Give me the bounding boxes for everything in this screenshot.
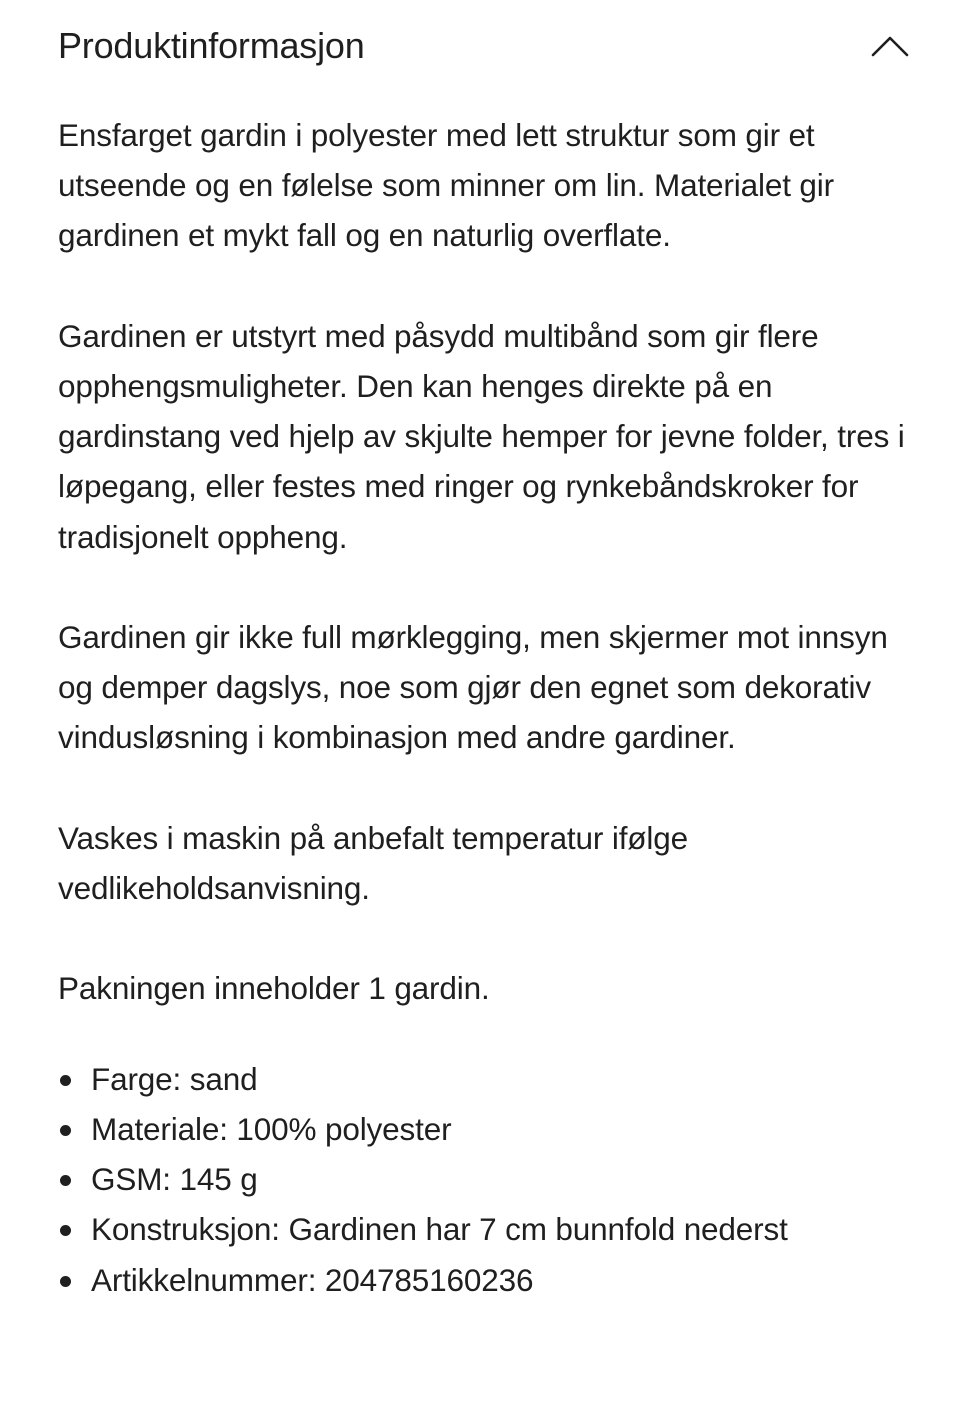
- accordion-header-toggle[interactable]: [0, 0, 960, 92]
- spec-text: Artikkelnummer: 204785160236: [91, 1261, 534, 1298]
- bullet-icon: [60, 1175, 71, 1186]
- spec-list: [58, 1054, 908, 1305]
- spec-item-color: [58, 1054, 908, 1104]
- spec-item-material: [58, 1104, 908, 1154]
- description-paragraph: Vaskes i maskin på anbefalt temperatur ifølge vedlikeholdsanvisning.: [58, 819, 688, 906]
- spec-item-article-number: [58, 1255, 908, 1305]
- description-paragraph: Pakningen inneholder 1 gardin.: [58, 970, 490, 1007]
- bullet-icon: [60, 1075, 71, 1086]
- section-title: Produktinformasjon: [58, 25, 365, 66]
- bullet-icon: [60, 1276, 71, 1287]
- spec-item-gsm: [58, 1154, 908, 1204]
- description-paragraph: Gardinen er utstyrt med påsydd multibånd som gir flere opphengsmuligheter. Den kan henges direkte på en gardinstang ved hjelp av skjulte hemper for jevne folder, tres i løpegang, eller festes med ringer og rynkebåndskroker for tradisjonelt oppheng.: [58, 317, 905, 555]
- spec-text: Farge: sand: [91, 1060, 258, 1097]
- spec-item-construction: [58, 1204, 908, 1254]
- chevron-up-icon[interactable]: [870, 30, 910, 60]
- bullet-icon: [60, 1125, 71, 1136]
- description-paragraph: Gardinen gir ikke full mørklegging, men skjermer mot innsyn og demper dagslys, noe som gjør den egnet som dekorativ vindusløsning i kombinasjon med andre gardiner.: [58, 619, 888, 756]
- accordion-content: [58, 110, 908, 1305]
- spec-text: GSM: 145 g: [91, 1161, 258, 1198]
- description-paragraph: Ensfarget gardin i polyester med lett struktur som gir et utseende og en følelse som minner om lin. Materialet gir gardinen et mykt fall og en naturlig overflate.: [58, 117, 834, 254]
- spec-text: Materiale: 100% polyester: [91, 1110, 452, 1147]
- bullet-icon: [60, 1225, 71, 1236]
- spec-text: Konstruksjon: Gardinen har 7 cm bunnfold nederst: [91, 1211, 788, 1248]
